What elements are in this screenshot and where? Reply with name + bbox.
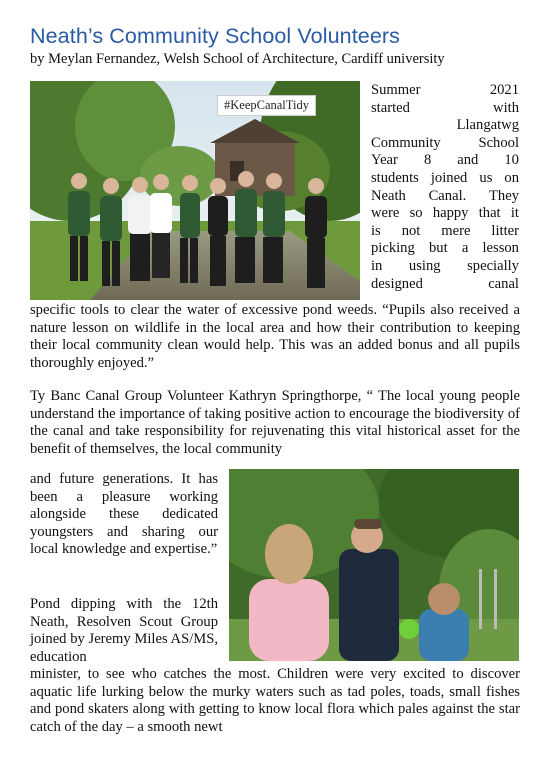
pond-dipping-paragraph: Pond dipping with the 12th Neath, Resolven Scout Group joined by Jeremy Miles AS/MS, education	[30, 596, 218, 665]
group-photo	[30, 81, 360, 300]
intro-paragraph-side	[371, 82, 519, 293]
pond-dipping-photo	[229, 469, 519, 661]
photo-pond-dipping-children-icon	[229, 469, 519, 661]
intro-line: in using specially	[371, 257, 519, 274]
intro-line: Year 8 and 10	[371, 152, 519, 169]
hashtag-label: #KeepCanalTidy	[217, 95, 316, 116]
volunteer-quote-paragraph: Ty Banc Canal Group Volunteer Kathryn Springthorpe, “ The local young people understand the importance of taking positive action to encourage the biodiversity of the canal and take responsibility for rejuvenating this vital historical asset for the benefit of themselves, the local community	[30, 388, 520, 457]
intro-line: Llangatwg	[456, 117, 519, 134]
intro-line: designed canal	[371, 275, 519, 292]
intro-line: Summer 2021	[371, 82, 519, 98]
intro-line: Neath Canal. They	[371, 187, 519, 204]
intro-line: started with	[371, 99, 519, 116]
intro-line: students joined us on	[371, 169, 519, 186]
intro-line: were so happy that it	[371, 205, 519, 222]
intro-line: is not mere litter	[371, 222, 519, 239]
intro-line: Community School	[371, 134, 519, 151]
intro-line: picking but a lesson	[371, 240, 519, 257]
article-title: Neath’s Community School Volunteers	[30, 24, 400, 48]
pond-dipping-continued: minister, to see who catches the most. Children were very excited to discover aquatic life lurking below the murky waters such as tad poles, toads, small fishes and pond skaters along with getting to know local flora which pales against the star catch of the day – a smooth newt	[30, 666, 520, 735]
article-byline: by Meylan Fernandez, Welsh School of Architecture, Cardiff university	[30, 51, 445, 67]
intro-paragraph-continued: specific tools to clear the water of excessive pond weeds. “Pupils also received a nature lesson on wildlife in the local area and how their contribution to keeping their local community clean would help. This was an added bonus and all pupils thoroughly enjoyed.”	[30, 302, 520, 371]
volunteer-quote-continued: and future generations. It has been a pleasure working alongside these dedicated youngsters and sharing our local knowledge and expertise.”	[30, 471, 218, 558]
